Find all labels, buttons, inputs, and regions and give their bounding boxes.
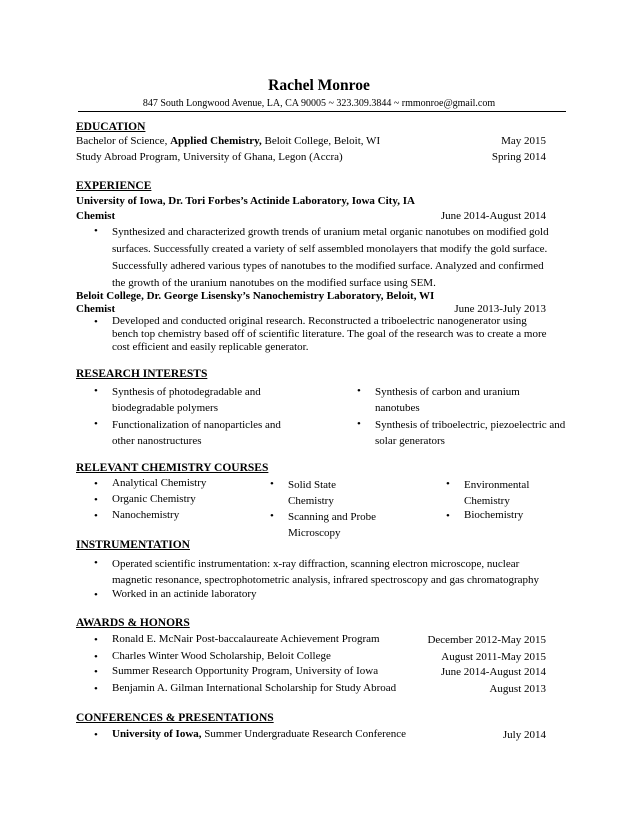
bullet-icon: • — [357, 418, 361, 430]
courses-heading: RELEVANT CHEMISTRY COURSES — [76, 462, 269, 474]
conferences-heading: CONFERENCES & PRESENTATIONS — [76, 712, 274, 724]
job-bullet: Developed and conducted original research. Reconstructed a triboelectric nanogenerator using bench top chemistry based off of scientific literature. The goal of the research was to create a more cost efficient and easily replicable generator. — [112, 315, 547, 353]
bullet-icon: • — [94, 510, 98, 522]
bullet-icon: • — [270, 510, 274, 522]
job-org: Beloit College, Dr. George Lisensky’s Nanochemistry Laboratory, Beloit, WI — [76, 290, 435, 302]
conference-date: July 2014 — [502, 729, 546, 741]
job-title: Chemist — [76, 303, 116, 315]
course-item: Organic Chemistry — [112, 493, 196, 505]
award-date: August 2011-May 2015 — [441, 651, 546, 663]
instrumentation-heading: INSTRUMENTATION — [76, 539, 190, 551]
contact-line: 847 South Longwood Avenue, LA, CA 90005 ~ 323.309.3844 ~ rmmonroe@gmail.com — [142, 98, 496, 109]
resume-name: Rachel Monroe — [268, 77, 370, 94]
award-date: December 2012-May 2015 — [427, 634, 546, 646]
bullet-icon: • — [94, 557, 98, 569]
education-heading: EDUCATION — [76, 121, 146, 133]
study-abroad: Study Abroad Program, University of Ghana, Legon (Accra) — [76, 151, 343, 163]
research-item: Synthesis of triboelectric, piezoelectric and solar generators — [375, 419, 566, 447]
course-item: Nanochemistry — [112, 509, 180, 521]
award-item: Summer Research Opportunity Program, University of Iowa — [112, 665, 379, 677]
education-school: Beloit College, Beloit, WI — [261, 135, 381, 147]
course-item: Scanning and Probe Microscopy — [288, 511, 376, 539]
instrumentation-item: Operated scientific instrumentation: x-ray diffraction, scanning electron microscope, nuclear magnetic resonance, spectrophotometric analysis, infrared spectroscopy and gas chromatography — [112, 558, 540, 586]
bullet-icon: • — [94, 316, 98, 328]
research-item: Functionalization of nanoparticles and other nanostructures — [112, 419, 281, 447]
course-item: Analytical Chemistry — [112, 477, 207, 489]
bullet-icon: • — [94, 729, 98, 741]
bullet-icon: • — [446, 478, 450, 490]
education-date: May 2015 — [501, 135, 546, 147]
header-rule — [78, 111, 566, 112]
education-degree: Bachelor of Science, — [76, 135, 171, 147]
bullet-icon: • — [94, 494, 98, 506]
education-major: Applied Chemistry, — [170, 135, 262, 147]
award-date: August 2013 — [489, 683, 546, 695]
bullet-icon: • — [94, 634, 98, 646]
bullet-icon: • — [94, 385, 98, 397]
job-title: Chemist — [76, 210, 116, 222]
education-row — [76, 150, 343, 165]
research-heading: RESEARCH INTERESTS — [76, 368, 208, 380]
research-item: Synthesis of photodegradable and biodegradable polymers — [112, 386, 261, 414]
course-item: Biochemistry — [464, 509, 524, 521]
job-bullet: Synthesized and characterized growth trends of uranium metal organic nanotubes on modified gold surfaces. Successfully created a variety of self assembled monolayers that modify the gold surface. Successfully adhered various types of nanotubes to the modified surface. Analyzed and confirmed the growth of the uranium nanotubes on the modified surface using SEM. — [112, 226, 549, 289]
instrumentation-item: Worked in an actinide laboratory — [112, 588, 257, 600]
award-item: Ronald E. McNair Post-baccalaureate Achievement Program — [112, 633, 380, 645]
bullet-icon: • — [446, 510, 450, 522]
awards-heading: AWARDS & HONORS — [76, 617, 190, 629]
bullet-icon: • — [357, 385, 361, 397]
conference-title: Summer Undergraduate Research Conference — [201, 728, 406, 740]
conference-item — [112, 728, 406, 740]
experience-heading: EXPERIENCE — [76, 180, 152, 192]
bullet-icon: • — [94, 589, 98, 601]
bullet-icon: • — [94, 651, 98, 663]
bullet-icon: • — [94, 666, 98, 678]
course-item: Solid State Chemistry — [288, 479, 336, 507]
course-item: Environmental Chemistry — [464, 479, 530, 507]
award-date: June 2014-August 2014 — [440, 666, 546, 678]
conference-org: University of Iowa, — [112, 728, 202, 740]
award-item: Benjamin A. Gilman International Scholarship for Study Abroad — [112, 682, 397, 694]
bullet-icon: • — [94, 683, 98, 695]
job-date: June 2014-August 2014 — [440, 210, 546, 222]
education-date: Spring 2014 — [491, 151, 546, 163]
bullet-icon: • — [94, 225, 98, 237]
bullet-icon: • — [94, 418, 98, 430]
award-item: Charles Winter Wood Scholarship, Beloit College — [112, 650, 331, 662]
education-row — [76, 134, 380, 149]
job-org: University of Iowa, Dr. Tori Forbes’s Actinide Laboratory, Iowa City, IA — [76, 195, 415, 207]
job-date: June 2013-July 2013 — [454, 303, 546, 315]
research-item: Synthesis of carbon and uranium nanotubes — [375, 386, 520, 414]
bullet-icon: • — [94, 478, 98, 490]
bullet-icon: • — [270, 478, 274, 490]
